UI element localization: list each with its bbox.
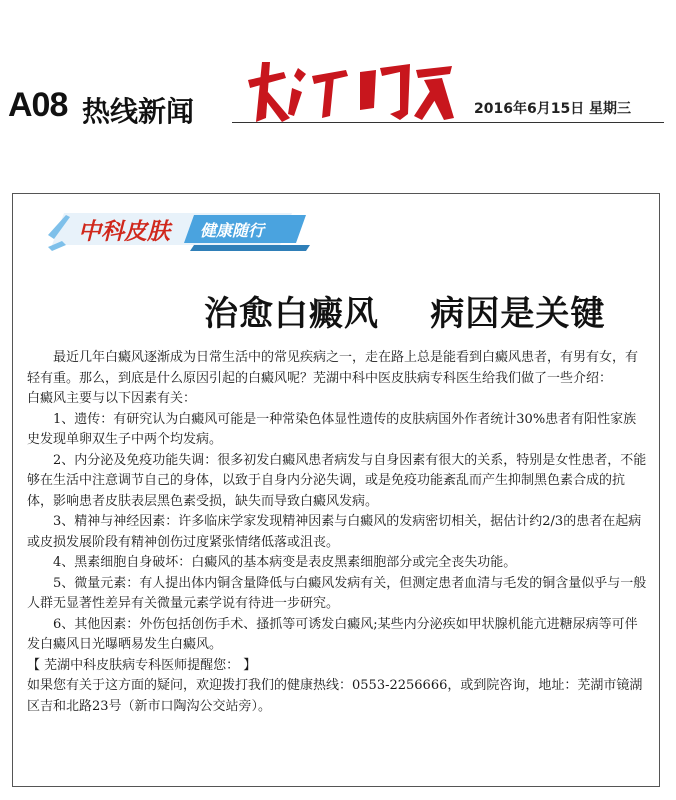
factor-item: 5、微量元素：有人提出体内铜含量降低与白癜风发病有关，但测定患者血清与毛发的铜含量似乎与一般人群无显著性差异有关微量元素学说有待进一步研究。 [27,575,647,611]
lead-line: 白癜风主要与以下因素有关： [27,391,197,406]
issue-date: 2016年6月15日 星期三 [474,101,632,117]
closing-paragraph: 如果您有关于这方面的疑问，欢迎拨打我们的健康热线：0553-2256666，或到院咨询，地址：芜湖市镜湖区吉和北路23号（新市口陶沟公交站旁）。 [27,678,643,714]
header-divider [232,122,664,123]
article-body [27,348,647,717]
factor-item: 1、遗传：有研究认为白癜风可能是一种常染色体显性遗传的皮肤病国外作者统计30%患者有阳性家族史发现单卵双生子中两个均发病。 [27,411,637,447]
page-code: A08 [8,86,68,124]
banner-sub-text: 健康随行 [200,221,265,240]
factor-item: 2、内分泌及免疫功能失调：很多初发白癜风患者病发与自身因素有很大的关系，特别是女性患者，不能够在生活中注意调节自己的身体，以致于自身内分泌失调，或是免疫功能紊乱而产生抑制黑色素合成的抗体，影响患者皮肤表层黑色素受损，缺失而导致白癜风发病。 [27,452,647,509]
masthead-logo [240,58,460,128]
reminder-title: 【 芜湖中科皮肤病专科医师提醒您： 】 [27,657,257,673]
article-headline: 治愈白癜风 病因是关键 [204,294,606,334]
factor-item: 3、精神与神经因素：许多临床学家发现精神因素与白癜风的发病密切相关，据估计约2/3的患者在起病或皮损发展阶段有精神创伤过度紧张情绪低落或沮丧。 [27,514,642,550]
factor-item: 4、黑素细胞自身破坏：白癜风的基本病变是表皮黑素细胞部分或完全丧失功能。 [53,555,517,570]
intro-paragraph: 最近几年白癜风逐渐成为日常生活中的常见疾病之一，走在路上总是能看到白癜风患者，有男有女，有轻有重。那么，到底是什么原因引起的白癜风呢？芜湖中科中医皮肤病专科医生给我们做了一些介绍： [27,350,639,386]
section-name: 热线新闻 [82,95,195,128]
banner-main-text: 中科皮肤 [78,219,170,245]
sponsor-banner [48,207,312,257]
factor-item: 6、其他因素：外伤包括创伤手术、搔抓等可诱发白癜风;某些内分泌疾如甲状腺机能亢进糖尿病等可伴发白癜风日光曝晒易发生白癜风。 [27,616,638,652]
newspaper-header [0,0,676,140]
